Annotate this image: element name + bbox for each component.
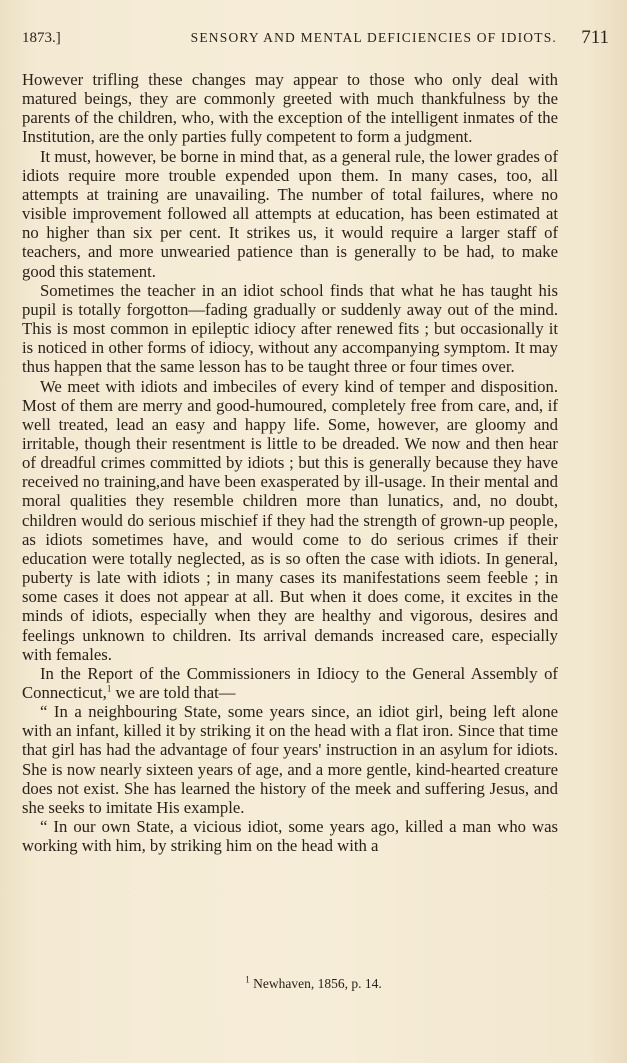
footnote-mark: 1 (245, 974, 250, 985)
paragraph: It must, however, be borne in mind that, as a general rule, the lower grades of idiots require more trouble expended upon them. In many cases, too, all attempts at training are unavailing. The number of total failures, where no visible improvement followed all attempts at education, has been estimated at no higher than six per cent. It strikes us, it would require a larger staff of teachers, and more unwearied patience than is generally to be had, to make good this statement. (22, 146, 558, 281)
quoted-paragraph: “ In a neighbouring State, some years since, an idiot girl, being left alone with an infant, killed it by striking it on the head with a flat iron. Since that time that girl has had the advantage of four years' instruction in an asylum for idiots. She is now nearly sixteen years of age, and a more gentle, kind-hearted creature does not exist. She has learned the history of the meek and suffering Jesus, and she seeks to imitate His example. (22, 702, 558, 817)
footnote-text: Newhaven, 1856, p. 14. (253, 976, 382, 991)
running-header (22, 27, 609, 54)
footnote (0, 976, 627, 992)
paragraph: We meet with idiots and imbeciles of every kind of temper and disposition. Most of them are merry and good-humoured, completely free from care, and, if well treated, lead an easy and happy life. Some, however, are gloomy and irritable, though their resentment is little to be dreaded. We now and then hear of dreadful crimes committed by idiots ; but this is generally because they have received no training,and have been exasperated by ill-usage. In their mental and moral qualities they resemble children more than lunatics, and, no doubt, children would do serious mischief if they had the strength of grown-up people, as idiots sometimes have, and would come to do serious crimes if their education were totally neglected, as is so often the case with idiots. In general, puberty is late with idiots ; in many cases its manifestations seem feeble ; in some cases it does not appear at all. But when it does come, it excites in the minds of idiots, especially when they are healthy and vigorous, desires and feelings unknown to children. Its arrival demands increased care, especially with females. (22, 376, 558, 664)
report-paragraph (22, 664, 558, 702)
body-text (22, 70, 558, 855)
quoted-paragraph: “ In our own State, a vicious idiot, some years ago, killed a man who was working with him, by striking him on the head with a (22, 817, 558, 856)
report-text-end: we are told that— (111, 683, 236, 702)
report-text: In the Report of the Commissioners in Idiocy to the General Assembly of Connecticut, (22, 663, 558, 702)
footnote-reference: 1 (106, 683, 112, 694)
paragraph: However trifling these changes may appear to those who only deal with matured beings, they are commonly greeted with much thankfulness by the parents of the children, who, with the exception of the intelligent inmates of the Institution, are the only parties fully competent to form a judgment. (22, 70, 558, 147)
running-title: SENSORY AND MENTAL DEFICIENCIES OF IDIOTS. (190, 30, 557, 45)
paragraph: Sometimes the teacher in an idiot school finds that what he has taught his pupil is totally forgotton—fading gradually or suddenly away out of the mind. This is most common in epileptic idiocy after renewed fits ; but occasionally it is noticed in other forms of idiocy, without any accompanying symptom. It may thus happen that the same lesson has to be taught three or four times over. (22, 280, 558, 377)
page-number: 711 (581, 27, 609, 48)
header-year: 1873.] (22, 30, 61, 46)
